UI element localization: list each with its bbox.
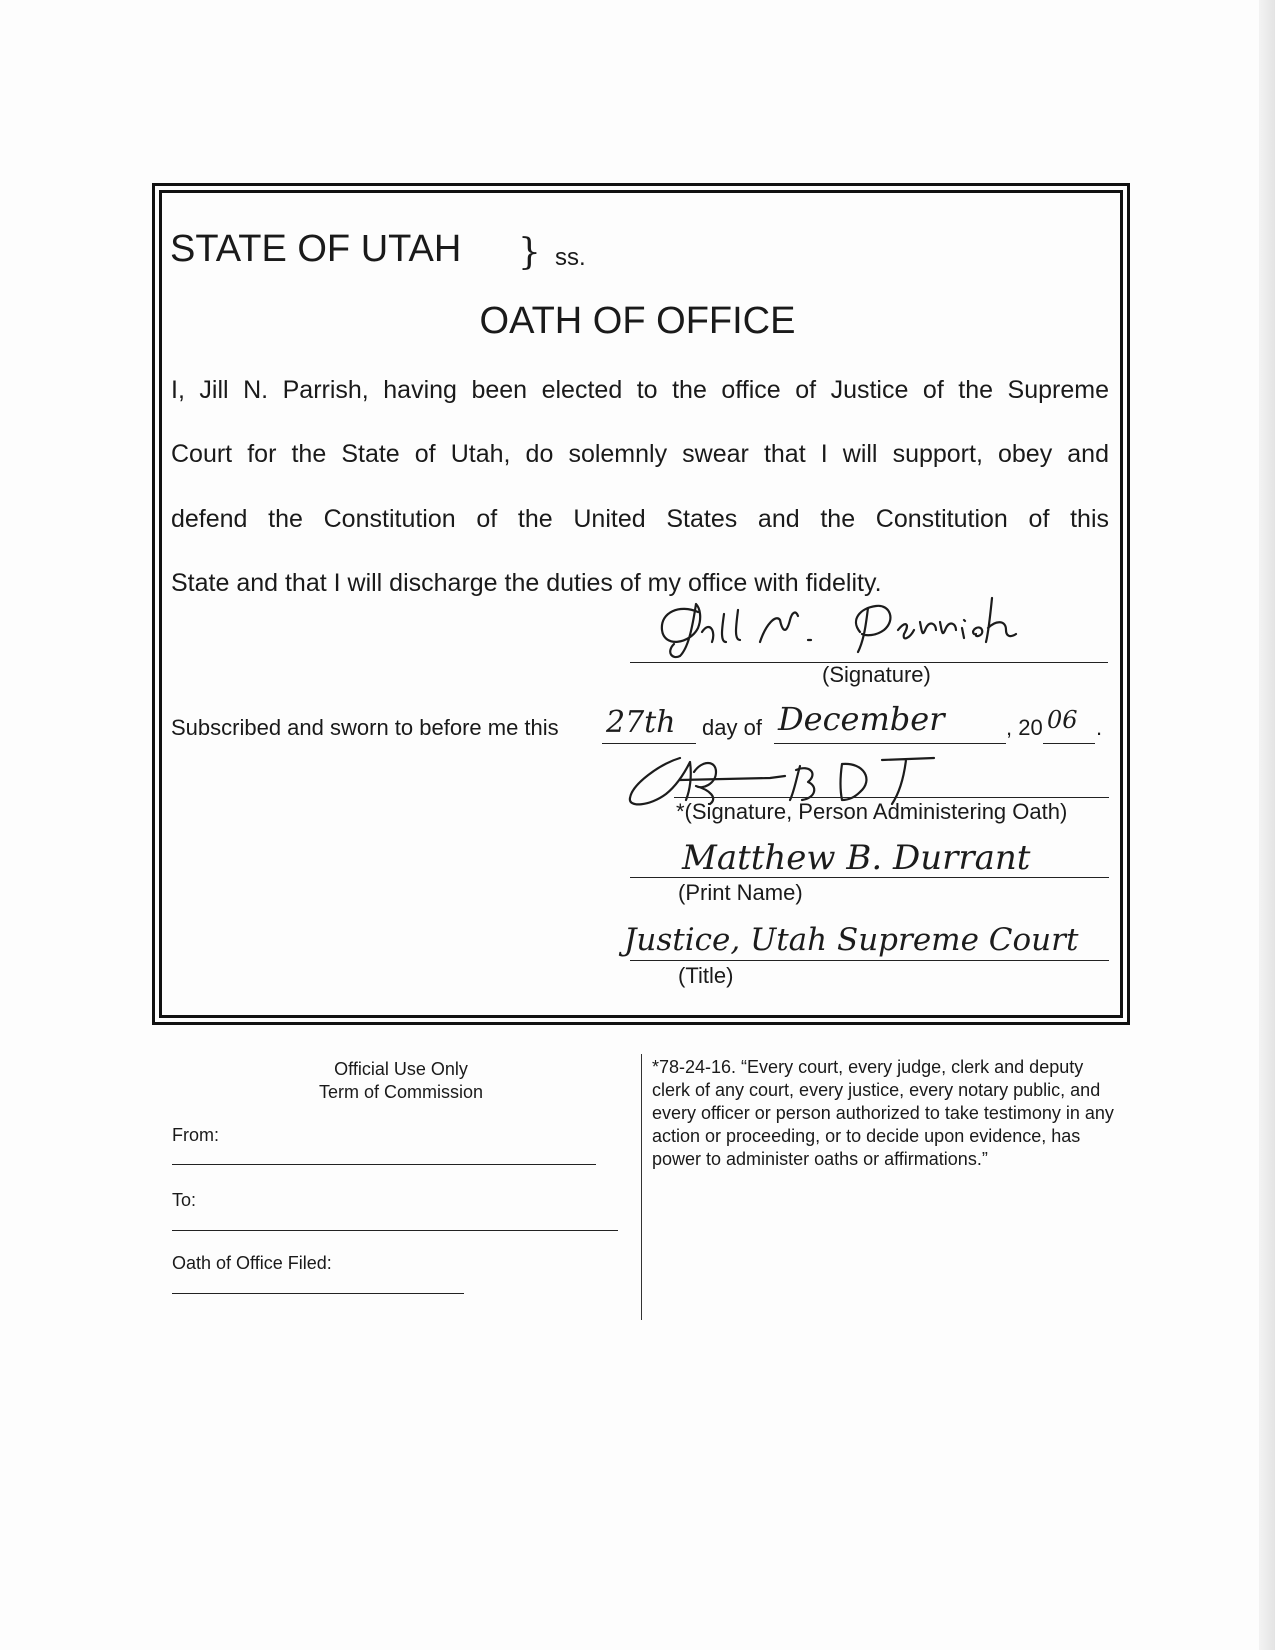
oath-text-line-1: I, Jill N. Parrish, having been elected to the office of Justice of the Supreme bbox=[171, 376, 1109, 404]
oath-text-line-4: State and that I will discharge the duties of my office with fidelity. bbox=[171, 569, 882, 597]
administrator-signature-caption: *(Signature, Person Administering Oath) bbox=[676, 799, 1068, 824]
print-name-handwritten: Matthew B. Durrant bbox=[682, 838, 1031, 878]
month-line bbox=[774, 743, 1006, 744]
oath-filed-line bbox=[172, 1293, 464, 1294]
title-caption: (Title) bbox=[678, 963, 734, 988]
term-of-commission-heading: Term of Commission bbox=[318, 1082, 484, 1102]
page-edge-shadow bbox=[1259, 0, 1275, 1650]
print-name-line bbox=[630, 877, 1109, 878]
affiant-signature bbox=[640, 590, 1110, 660]
year-prefix: , 20 bbox=[1006, 715, 1043, 740]
oath-filed-label: Oath of Office Filed: bbox=[172, 1253, 332, 1273]
print-name-caption: (Print Name) bbox=[678, 880, 803, 905]
day-line bbox=[602, 743, 696, 744]
oath-title: OATH OF OFFICE bbox=[479, 300, 796, 342]
to-label: To: bbox=[172, 1190, 197, 1210]
signature-caption: (Signature) bbox=[822, 662, 931, 687]
to-line bbox=[172, 1230, 618, 1231]
state-heading: STATE OF UTAH bbox=[170, 228, 462, 270]
ss-abbreviation: ss. bbox=[555, 244, 586, 271]
subscribed-prefix: Subscribed and sworn to before me this bbox=[171, 715, 559, 740]
oath-text-line-3: defend the Constitution of the United States and the Constitution of this bbox=[171, 505, 1109, 533]
day-of-label: day of bbox=[702, 715, 762, 740]
title-line bbox=[630, 960, 1109, 961]
year-line bbox=[1043, 743, 1095, 744]
day-handwritten: 27th bbox=[606, 705, 676, 740]
title-handwritten: Justice, Utah Supreme Court bbox=[624, 922, 1079, 958]
month-handwritten: December bbox=[778, 700, 945, 738]
section-divider bbox=[641, 1054, 642, 1320]
statute-note: *78-24-16. “Every court, every judge, clerk and deputy clerk of any court, every justice, every notary public, and every officer or person authorized to take testimony in any action or proceeding, or to decide upon evidence, has power to administer oaths or affirmations.” bbox=[652, 1057, 1114, 1169]
from-label: From: bbox=[172, 1125, 219, 1145]
period: . bbox=[1096, 715, 1103, 740]
official-use-heading: Official Use Only bbox=[334, 1059, 468, 1079]
from-line bbox=[172, 1164, 596, 1165]
year-handwritten: 06 bbox=[1047, 706, 1078, 734]
oath-text-line-2: Court for the State of Utah, do solemnly swear that I will support, obey and bbox=[171, 440, 1109, 468]
brace-glyph: } bbox=[518, 232, 541, 273]
administrator-signature-line bbox=[674, 797, 1109, 798]
